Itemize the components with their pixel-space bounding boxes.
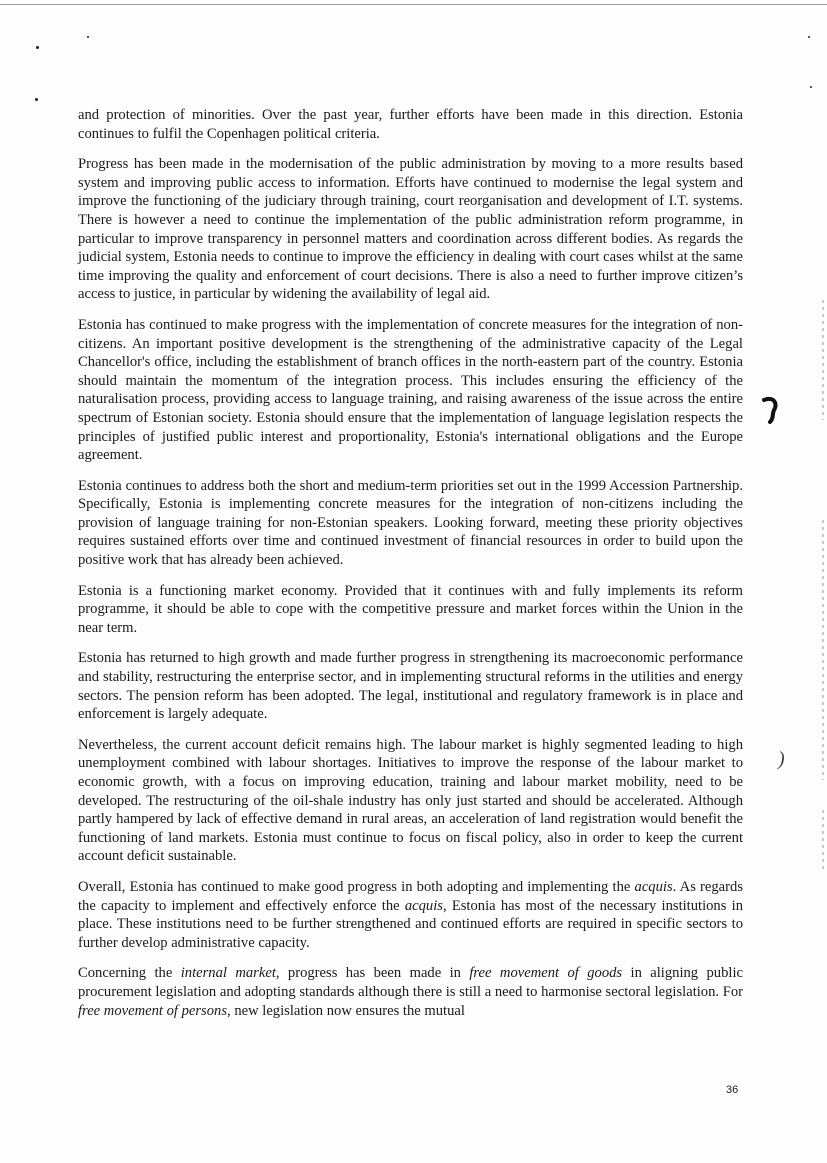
scan-margin-noise xyxy=(822,300,824,420)
italic-text: free movement of goods xyxy=(469,965,623,982)
text-run: Nevertheless, the current account deficit remains high. The labour market is highly segmented leading to high unemployment combined with labour shortages. Initiatives to improve the response of the labour market to economic growth, with a focus on improving education, training and labour market mobility, need to be developed. The restructuring of the oil-shale industry has only just started and should be accelerated. Although partly hampered by lack of effective demand in rural areas, an acceleration of land registration would benefit the functioning of land markets. Estonia must continue to focus on fiscal policy, also in order to keep the current account deficit sustainable. xyxy=(78,736,743,865)
body-paragraph xyxy=(78,878,743,952)
text-run: , progress has been made in xyxy=(275,965,470,982)
text-run: . As regards the capacity to implement and effectively enforce the xyxy=(78,878,743,914)
scan-speck xyxy=(35,98,38,101)
text-run: Estonia continues to address both the short and medium-term priorities set out in the 1999 Accession Partnership. Specifically, Estonia is implementing concrete measures for the integration of non-citizens including the provision of language training for non-Estonian speakers. Looking forward, meeting these priority objectives requires sustained efforts over time and continued investment of financial resources in order to build upon the positive work that has already been achieved. xyxy=(78,477,743,569)
text-run: Concerning the xyxy=(78,965,181,982)
scan-speck xyxy=(810,86,812,88)
text-run: Estonia is a functioning market economy. Provided that it continues with and fully implements its reform programme, it should be able to cope with the competitive pressure and market forces within the Union in the near term. xyxy=(78,582,743,636)
scan-top-edge xyxy=(0,4,827,5)
body-paragraph xyxy=(78,582,743,638)
text-run: and protection of minorities. Over the past year, further efforts have been made in this direction. Estonia continues to fulfil the Copenhagen political criteria. xyxy=(78,107,743,142)
body-paragraph xyxy=(78,316,743,465)
scan-speck xyxy=(87,36,89,38)
body-paragraph xyxy=(78,106,743,143)
body-paragraph xyxy=(78,964,743,1020)
scan-mark xyxy=(760,396,780,424)
italic-text: internal market xyxy=(180,965,276,982)
text-run: Progress has been made in the modernisation of the public administration by moving to a more results based system and improving public access to information. Efforts have continued to modernise the legal system and improve the functioning of the judiciary through training, court reorganisation and development of I.T. systems. There is however a need to continue the implementation of the public administration reform programme, in particular to improve transparency in personnel matters and coordination across different bodies. As regards the judicial system, Estonia needs to continue to improve the efficiency in dealing with court cases whilst at the same time improving the quality and enforcement of court decisions. There is also a need to further improve citizen’s access to justice, in particular by widening the availability of legal aid. xyxy=(78,156,743,303)
text-run: Overall, Estonia has continued to make good progress in both adopting and implementing the xyxy=(78,878,635,895)
body-paragraph xyxy=(78,155,743,304)
scan-margin-noise xyxy=(822,520,824,780)
page-number: 36 xyxy=(726,1084,739,1096)
scan-speck xyxy=(808,36,810,38)
document-body xyxy=(78,106,743,1032)
italic-text: free movement of persons xyxy=(78,1002,228,1019)
text-run: in aligning public procurement legislation and adopting standards although there is still a need to harmonise sectoral legislation. For xyxy=(78,965,743,1000)
body-paragraph xyxy=(78,477,743,570)
scan-margin-noise xyxy=(822,810,824,870)
italic-text: acquis xyxy=(404,897,443,914)
body-paragraph xyxy=(78,649,743,723)
scan-speck xyxy=(36,46,39,49)
scan-mark: ) xyxy=(778,748,785,770)
text-run: , Estonia has most of the necessary institutions in place. These institutions need to be further strengthened and continued efforts are required in specific sectors to further develop administrative capacity. xyxy=(78,897,743,951)
text-run: Estonia has returned to high growth and made further progress in strengthening its macroeconomic performance and stability, restructuring the enterprise sector, and in implementing structural reforms in the utilities and energy sectors. The pension reform has been adopted. The legal, institutional and regulatory framework is in place and enforcement is largely adequate. xyxy=(78,650,743,723)
text-run: , new legislation now ensures the mutual xyxy=(227,1002,465,1019)
body-paragraph xyxy=(78,736,743,866)
italic-text: acquis xyxy=(634,878,673,895)
text-run: Estonia has continued to make progress with the implementation of concrete measures for the integration of non-citizens. An important positive development is the strengthening of the administrative capacity of the Legal Chancellor's office, including the establishment of branch offices in the north-eastern part of the country. Estonia should maintain the momentum of the integration process. This includes ensuring the efficiency of the naturalisation process, providing access to language training, and raising awareness of the issue across the entire spectrum of Estonian society. Estonia should ensure that the implementation of language legislation respects the principles of justified public interest and proportionality, Estonia's international obligations and the Europe agreement. xyxy=(78,316,743,464)
